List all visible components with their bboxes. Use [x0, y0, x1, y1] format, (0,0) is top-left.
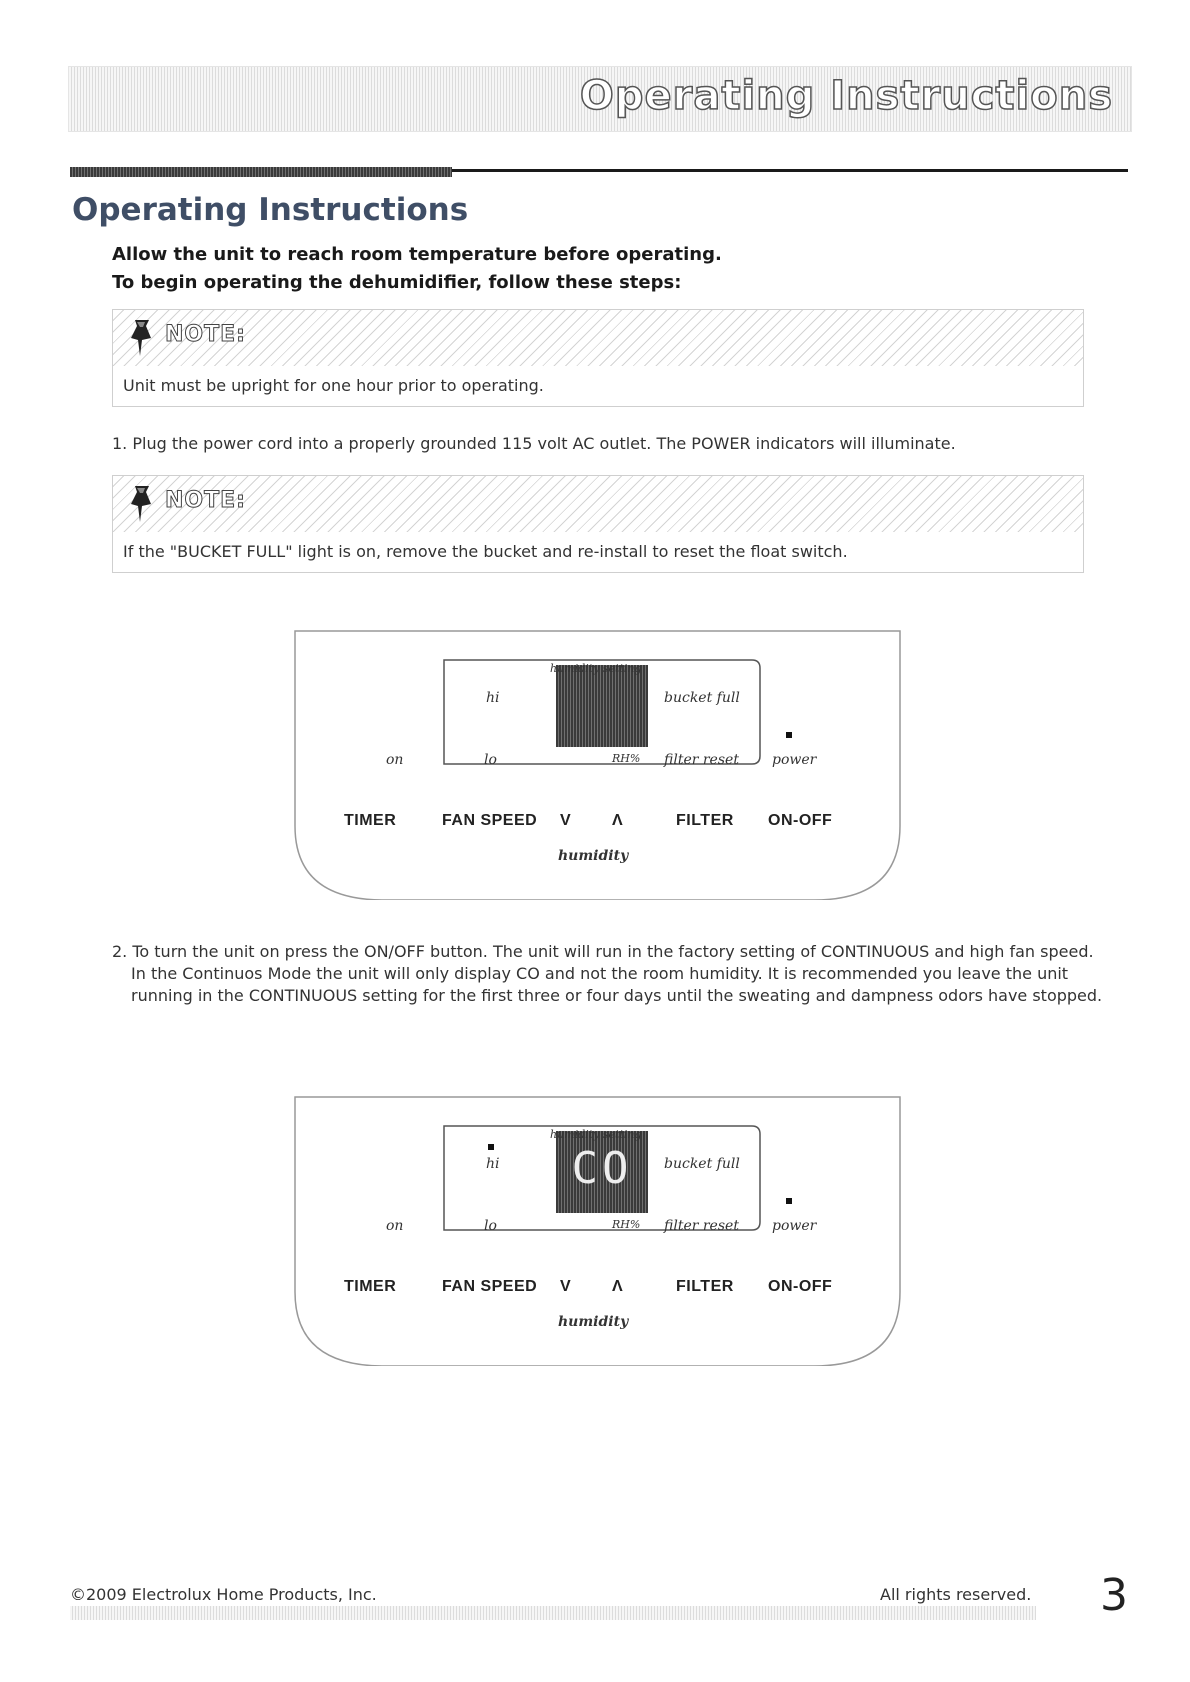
section-rule-thick: [70, 167, 452, 177]
intro-line-2: To begin operating the dehumidifier, follow these steps:: [112, 272, 682, 293]
intro-line-1: Allow the unit to reach room temperature before operating.: [112, 244, 722, 265]
rh-label: RH%: [612, 752, 641, 765]
filter-reset-label: filter reset: [664, 1218, 739, 1234]
lo-label: lo: [484, 1218, 497, 1234]
filter-button[interactable]: FILTER: [676, 1278, 734, 1295]
humidity-display: [556, 665, 648, 747]
step-2-line-2: In the Continuos Mode the unit will only display CO and not the room humidity. It is recommended you leave the unit: [131, 964, 1069, 983]
bucket-full-label: bucket full: [664, 1156, 740, 1172]
control-panel-diagram-1: [294, 630, 902, 900]
footer-copyright: ©2009 Electrolux Home Products, Inc.: [70, 1585, 377, 1604]
lo-label: lo: [484, 752, 497, 768]
note-text: Unit must be upright for one hour prior to operating.: [113, 366, 1083, 406]
humidity-up-button[interactable]: Λ: [612, 812, 624, 829]
note-box-upright: [112, 309, 1084, 407]
on-off-button[interactable]: ON-OFF: [768, 1278, 833, 1295]
section-title: Operating Instructions: [72, 192, 469, 228]
on-label: on: [386, 1218, 404, 1234]
bucket-full-label: bucket full: [664, 690, 740, 706]
header-banner: [68, 66, 1132, 132]
footer-bar: [70, 1606, 1036, 1620]
step-2-line-3: running in the CONTINUOUS setting for the first three or four days until the sweating and dampness odors have stopped.: [131, 986, 1103, 1005]
on-label: on: [386, 752, 404, 768]
hi-label: hi: [486, 690, 500, 706]
rh-label: RH%: [612, 1218, 641, 1231]
humidity-label: humidity: [558, 1314, 629, 1330]
power-label: power: [772, 752, 817, 768]
humidity-display: [556, 1131, 648, 1213]
note-text: If the "BUCKET FULL" light is on, remove the bucket and re-install to reset the float switch.: [113, 532, 1083, 572]
timer-button[interactable]: TIMER: [344, 812, 397, 829]
humidity-setting-label: humidity setting: [550, 1128, 642, 1141]
filter-button[interactable]: FILTER: [676, 812, 734, 829]
note-header: [113, 310, 1083, 366]
power-indicator-icon: [786, 732, 792, 738]
power-indicator-icon: [786, 1198, 792, 1204]
note-header: [113, 476, 1083, 532]
pushpin-icon: [127, 318, 157, 358]
hi-label: hi: [486, 1156, 500, 1172]
note-label: NOTE:: [165, 322, 246, 347]
control-panel-diagram-2: [294, 1096, 902, 1366]
note-label: NOTE:: [165, 488, 246, 513]
timer-button[interactable]: TIMER: [344, 1278, 397, 1295]
step-2-line-1: 2. To turn the unit on press the ON/OFF button. The unit will run in the factory setting of CONTINUOUS and high fan speed.: [112, 942, 1094, 961]
note-box-bucket: [112, 475, 1084, 573]
humidity-label: humidity: [558, 848, 629, 864]
page-number: 3: [1100, 1570, 1128, 1621]
filter-reset-label: filter reset: [664, 752, 739, 768]
fan-speed-button[interactable]: FAN SPEED: [442, 1278, 538, 1295]
pushpin-icon: [127, 484, 157, 524]
on-off-button[interactable]: ON-OFF: [768, 812, 833, 829]
footer-rights: All rights reserved.: [880, 1585, 1032, 1604]
banner-title: Operating Instructions: [579, 73, 1113, 119]
power-label: power: [772, 1218, 817, 1234]
step-1-text: 1. Plug the power cord into a properly grounded 115 volt AC outlet. The POWER indicators will illuminate.: [112, 434, 956, 453]
display-readout: CO: [571, 1143, 633, 1194]
humidity-down-button[interactable]: V: [560, 812, 572, 829]
humidity-setting-label: humidity setting: [550, 662, 642, 675]
humidity-up-button[interactable]: Λ: [612, 1278, 624, 1295]
humidity-down-button[interactable]: V: [560, 1278, 572, 1295]
hi-indicator-icon: [488, 1144, 494, 1150]
section-rule-thin: [452, 169, 1128, 172]
fan-speed-button[interactable]: FAN SPEED: [442, 812, 538, 829]
